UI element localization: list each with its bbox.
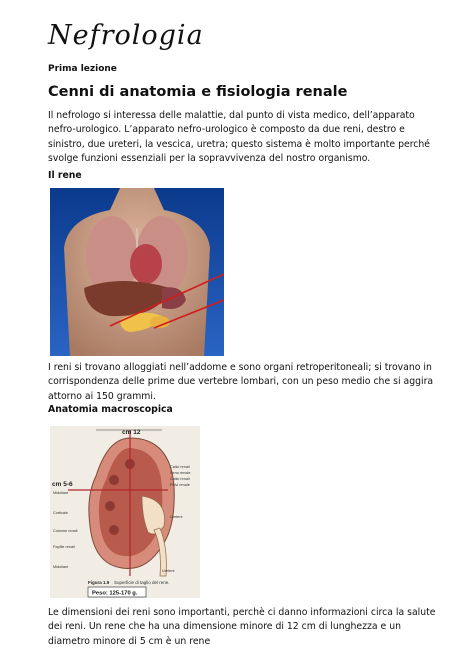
- document-title: Nefrologia: [48, 20, 204, 51]
- label-bottom: Uretere: [162, 569, 175, 573]
- label-right-1: Seno renale: [170, 471, 191, 475]
- subheading-kidney: Il rene: [48, 170, 82, 181]
- label-right-0: Calici renali: [170, 465, 190, 469]
- label-right-4: Uretere: [170, 515, 183, 519]
- lesson-label: Prima lezione: [48, 64, 117, 74]
- label-left-3: Papille renali: [53, 545, 75, 549]
- kidney-cross-section-figure: [50, 426, 200, 598]
- figure-number: Figura 1.9: [88, 580, 110, 585]
- label-right-2: Calici renali: [170, 477, 190, 481]
- subheading-macro-anatomy: Anatomia macroscopica: [48, 404, 173, 415]
- kidney-paragraph: I reni si trovano alloggiati nell’addome e sono organi retroperitoneali; si trovano in corrispondenza delle prime due vertebre lombari, con un peso medio che si aggira attorno ai 150 grammi.: [48, 362, 434, 402]
- label-cm12: cm 12: [122, 429, 141, 436]
- figure-caption: Superficie di taglio del rene.: [114, 580, 170, 585]
- label-right-3: Pelvi renale: [170, 483, 190, 487]
- label-cm56: cm 5-6: [52, 481, 73, 488]
- label-left-2: Colonne renali: [53, 529, 78, 533]
- section-heading: Cenni di anatomia e fisiologia renale: [48, 84, 348, 100]
- label-left-0: Midollare: [53, 491, 69, 495]
- label-left-4: Midollare: [53, 565, 69, 569]
- torso-anatomy-image: [50, 188, 224, 356]
- dimensions-paragraph: Le dimensioni dei reni sono importanti, perchè ci danno informazioni circa la salute dei reni. Un rene che ha una dimensione minore di 12 cm di lunghezza e un diametro minore di 5 cm è un rene: [48, 607, 436, 647]
- weight-label: Peso: 125-170 g.: [92, 590, 138, 597]
- label-left-1: Corticale: [53, 511, 68, 515]
- intro-paragraph: Il nefrologo si interessa delle malattie, dal punto di vista medico, dell’apparato nefro-urologico. L’apparato nefro-urologico è composto da due reni, destro e sinistro, due ureteri, la vescica, uretra; questo sistema è molto importante perché svolge funzioni essenziali per la sopravvivenza del nostro organismo.: [48, 110, 431, 165]
